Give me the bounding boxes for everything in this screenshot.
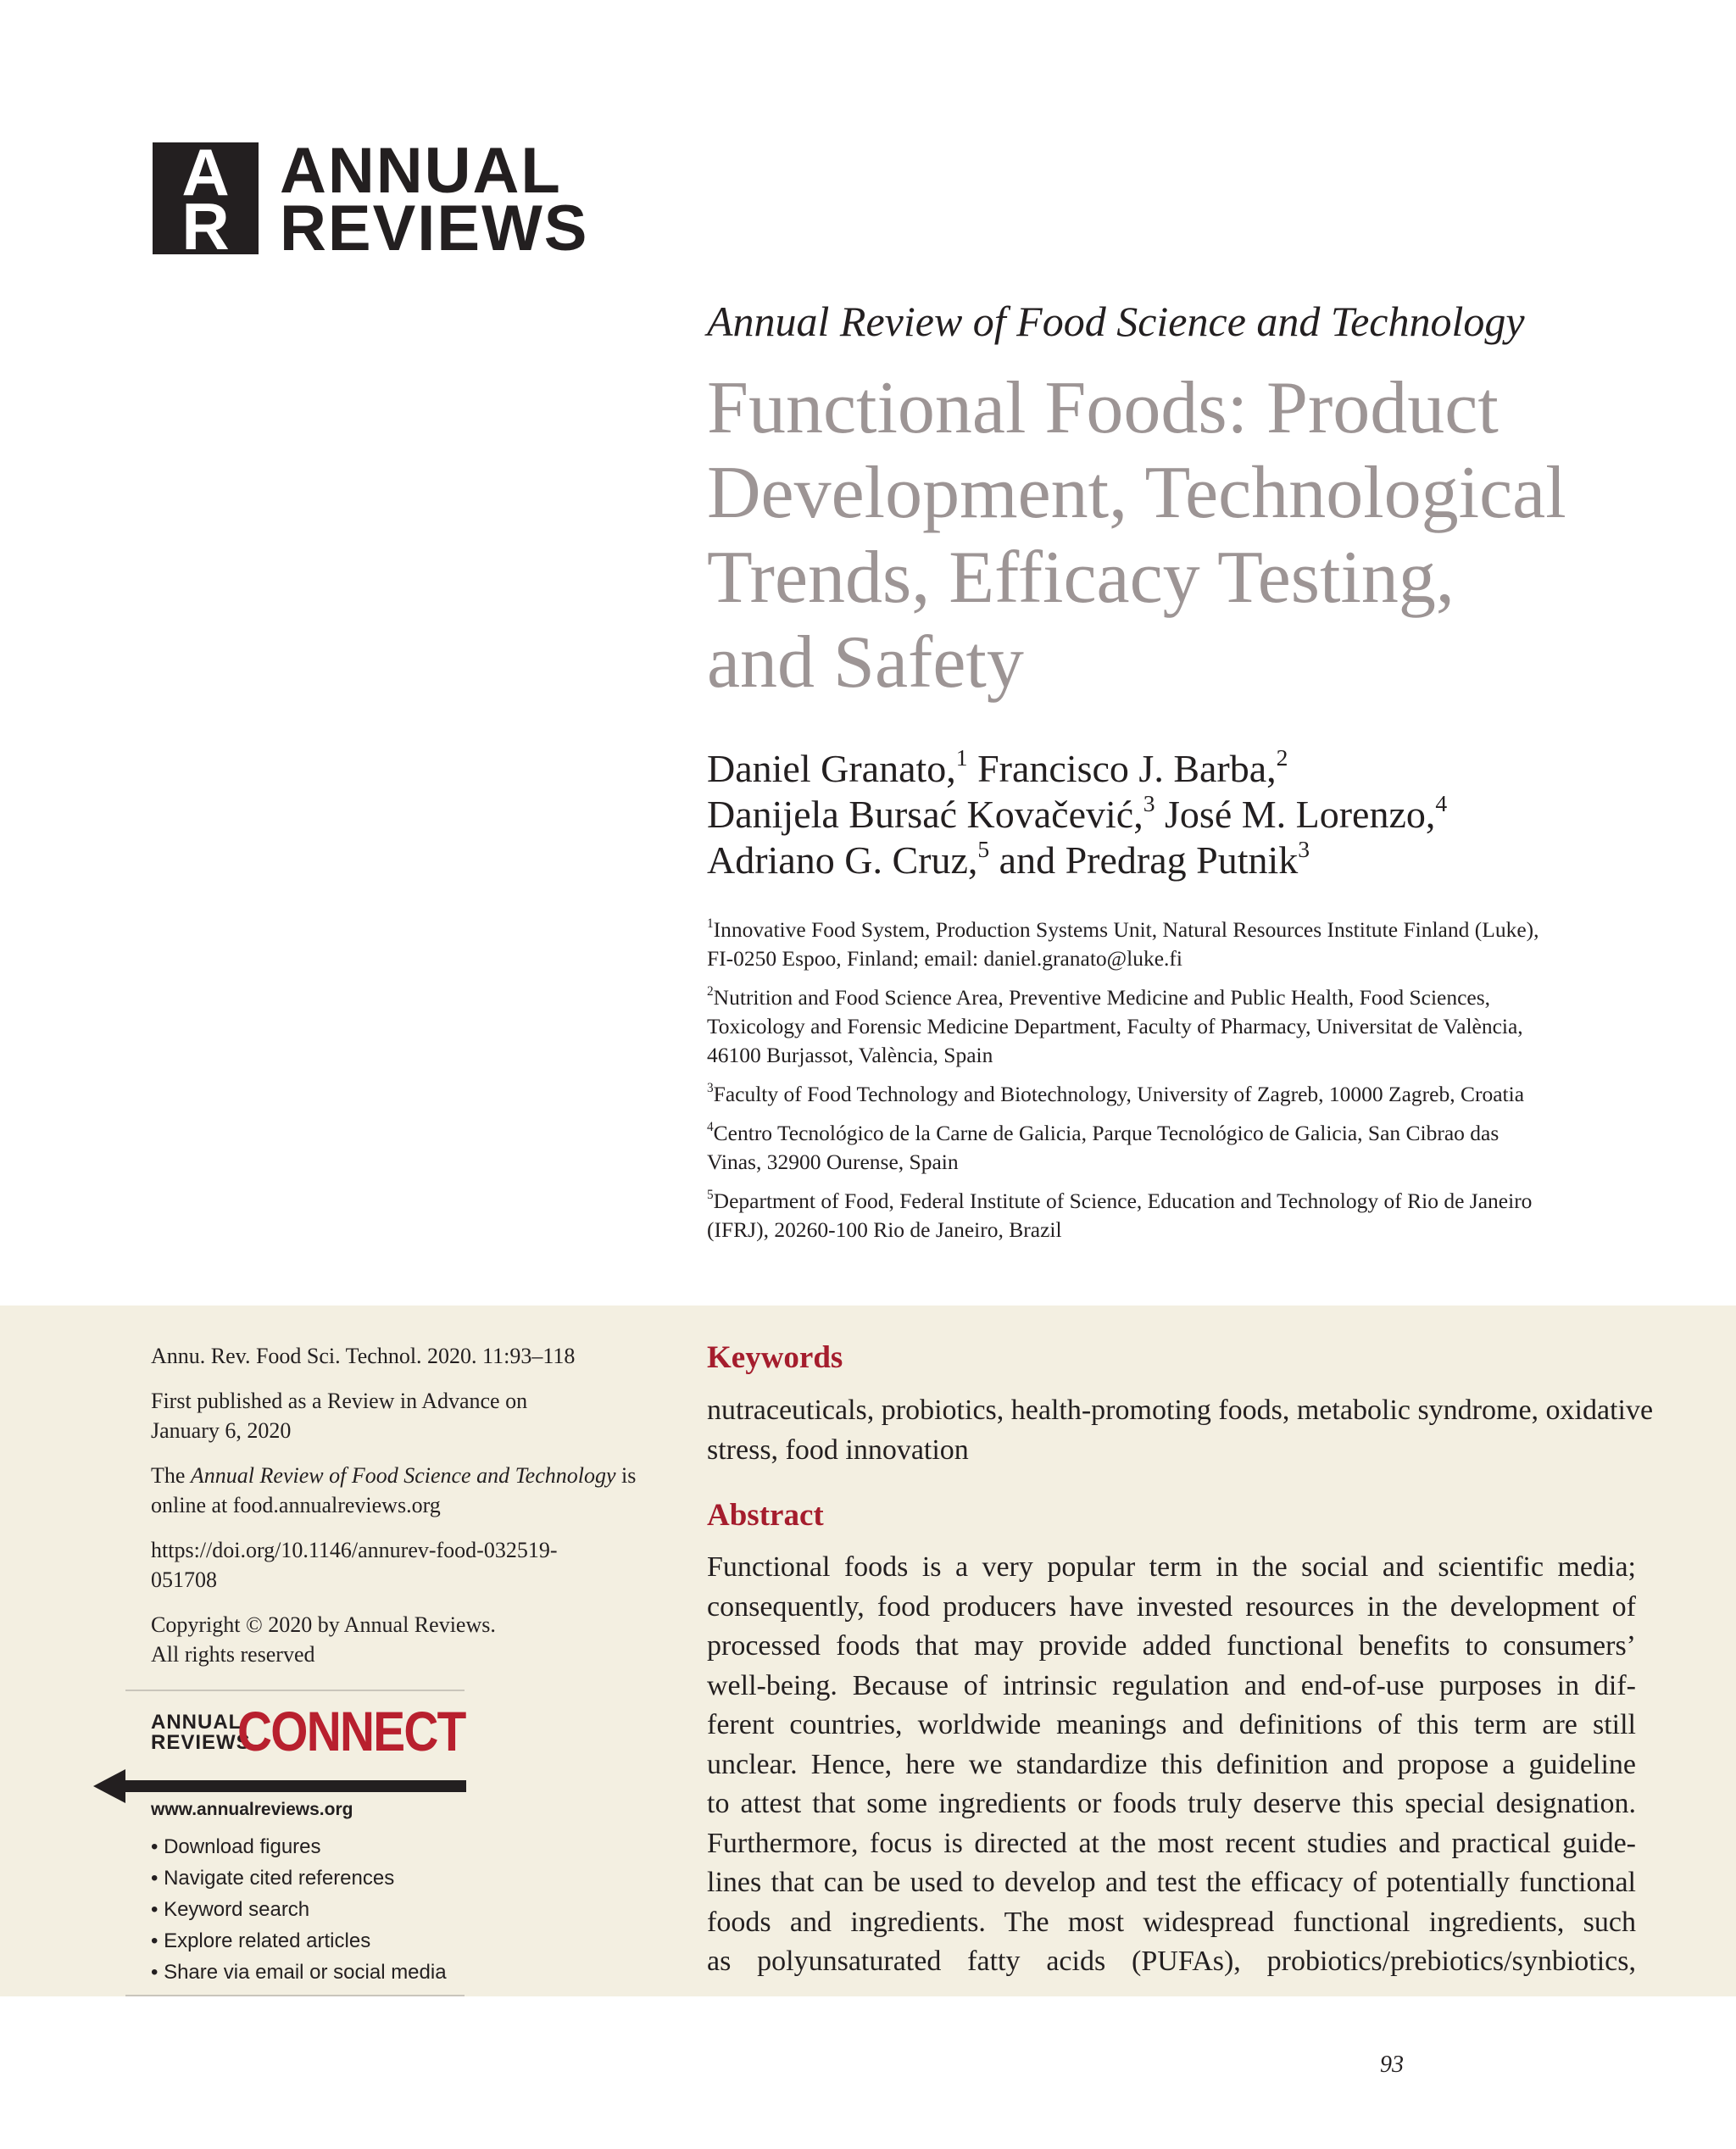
abstract-line: Functional foods is a very popular term in the social and scientific media;	[707, 1551, 1636, 1583]
author-name: and Predrag Putnik	[989, 838, 1299, 882]
keywords-heading: Keywords	[707, 1340, 843, 1375]
abstract-line: well-being. Because of intrinsic regulation and end-of-use purposes in dif-	[707, 1669, 1636, 1701]
list-item: • Download figures	[151, 1831, 447, 1862]
affiliation-number: 1	[707, 916, 714, 931]
author-affil-ref: 3	[1298, 835, 1310, 862]
affiliations	[707, 916, 1648, 1255]
affiliation-text: Centro Tecnológico de la Carne de Galicia, Parque Tecnológico de Galicia, San Cibrao das Vinas, 32900 Ourense, Spain	[707, 1121, 1500, 1174]
author-name: Danijela Bursać Kovačević,	[707, 793, 1143, 836]
connect-title: CONNECT	[237, 1700, 465, 1762]
affiliation-text: Nutrition and Food Science Area, Preventive Medicine and Public Health, Food Sciences, Toxicology and Forensic Medicine Department, Faculty of Pharmacy, Universitat de València, 46100 Burjassot, València, Spain	[707, 985, 1523, 1067]
abstract-line: as polyunsaturated fatty acids (PUFAs), probiotics/prebiotics/synbiotics,	[707, 1946, 1636, 1977]
author-name: Francisco J. Barba,	[967, 747, 1277, 790]
abstract-line: to attest that some ingredients or foods truly deserve this special designation.	[707, 1788, 1636, 1819]
abstract-heading: Abstract	[707, 1498, 824, 1533]
affiliation-number: 2	[707, 983, 714, 999]
title-line: and Safety	[707, 621, 1024, 704]
logo-mark	[153, 142, 259, 254]
annual-reviews-connect	[125, 1690, 465, 1996]
logo-mark-r: R	[181, 189, 230, 254]
page-number: 93	[1380, 2052, 1404, 2078]
author-affil-ref: 2	[1276, 743, 1288, 771]
author-affil-ref: 1	[955, 743, 968, 771]
author-list	[707, 743, 1448, 883]
online-journal-name: Annual Review of Food Science and Technology	[190, 1463, 616, 1488]
logo-line-2: REVIEWS	[280, 192, 589, 264]
journal-name: Annual Review of Food Science and Technology	[707, 298, 1525, 345]
abstract-line: processed foods that may provide added functional benefits to consumers’	[707, 1630, 1636, 1662]
affiliation	[707, 1187, 1648, 1244]
logo-line-1: ANNUAL	[280, 135, 562, 207]
affiliation-text: Innovative Food System, Production Systems Unit, Natural Resources Institute Finland (Luke), FI-0250 Espoo, Finland; email: daniel.granato@luke.fi	[707, 917, 1539, 971]
author-line	[707, 835, 1447, 883]
abstract-line: Furthermore, focus is directed at the most recent studies and practical guide-	[707, 1827, 1636, 1859]
online-availability	[151, 1461, 659, 1520]
title-line: Trends, Efficacy Testing,	[707, 537, 1455, 619]
author-line	[707, 789, 1448, 838]
list-item: • Share via email or social media	[151, 1957, 447, 1988]
logo-mark-a: A	[181, 142, 230, 209]
abstract-line: consequently, food producers have invested resources in the development of	[707, 1590, 1636, 1623]
author-name: Daniel Granato,	[707, 747, 956, 790]
abstract-line: unclear. Hence, here we standardize this definition and propose a guideline	[707, 1748, 1636, 1780]
author-name: Adriano G. Cruz,	[707, 838, 978, 882]
list-item: • Keyword search	[151, 1894, 447, 1925]
publication-date: First published as a Review in Advance on January 6, 2020	[151, 1389, 528, 1443]
abstract-line: ferent countries, worldwide meanings and definitions of this term are still	[707, 1709, 1636, 1740]
author-affil-ref: 3	[1143, 789, 1155, 816]
affiliation-number: 3	[707, 1080, 714, 1095]
author-name: José M. Lorenzo,	[1155, 793, 1436, 836]
abstract-text	[707, 1548, 1636, 1982]
affiliation-text: Department of Food, Federal Institute of Science, Education and Technology of Rio de Janeiro (IFRJ), 20260-100 Rio de Janeiro, Brazil	[707, 1189, 1533, 1242]
connect-url[interactable]: www.annualreviews.org	[151, 1800, 353, 1819]
online-text: is online at food.annualreviews.org	[151, 1463, 637, 1517]
affiliation	[707, 1119, 1648, 1177]
online-text: The	[151, 1463, 191, 1488]
author-affil-ref: 4	[1435, 789, 1448, 816]
article-title	[707, 366, 1707, 705]
affiliation	[707, 1080, 1648, 1109]
keywords-text: nutraceuticals, probiotics, health-promoting foods, metabolic syndrome, oxidative stress, food innovation	[707, 1395, 1654, 1466]
title-line: Functional Foods: Product	[707, 367, 1499, 449]
affiliation-number: 5	[707, 1187, 714, 1202]
affiliation-number: 4	[707, 1119, 714, 1134]
connect-small-line: REVIEWS	[151, 1731, 251, 1754]
title-line: Development, Technological	[707, 452, 1566, 534]
author-affil-ref: 5	[977, 835, 990, 862]
doi-link[interactable]: https://doi.org/10.1146/annurev-food-032519- 051708	[151, 1538, 558, 1592]
connect-small-logo	[151, 1712, 251, 1753]
list-item: • Explore related articles	[151, 1925, 447, 1957]
article-info-sidebar	[151, 1341, 659, 1684]
abstract-line: foods and ingredients. The most widespread functional ingredients, such	[707, 1906, 1636, 1938]
annual-reviews-logo	[153, 135, 589, 264]
connect-features	[151, 1831, 447, 1988]
copyright: Copyright © 2020 by Annual Reviews. All rights reserved	[151, 1612, 496, 1667]
logo-wordmark	[280, 135, 589, 264]
author-line	[707, 743, 1447, 792]
affiliation	[707, 983, 1648, 1070]
citation: Annu. Rev. Food Sci. Technol. 2020. 11:93–118	[151, 1344, 576, 1368]
list-item: • Navigate cited references	[151, 1862, 447, 1894]
abstract-line: lines that can be used to develop and test the efficacy of potentially functional	[707, 1867, 1636, 1898]
affiliation	[707, 916, 1648, 973]
connect-small-line: ANNUAL	[151, 1711, 242, 1734]
affiliation-text: Faculty of Food Technology and Biotechnology, University of Zagreb, 10000 Zagreb, Croatia	[713, 1082, 1525, 1106]
arrow-left-icon	[93, 1769, 466, 1803]
